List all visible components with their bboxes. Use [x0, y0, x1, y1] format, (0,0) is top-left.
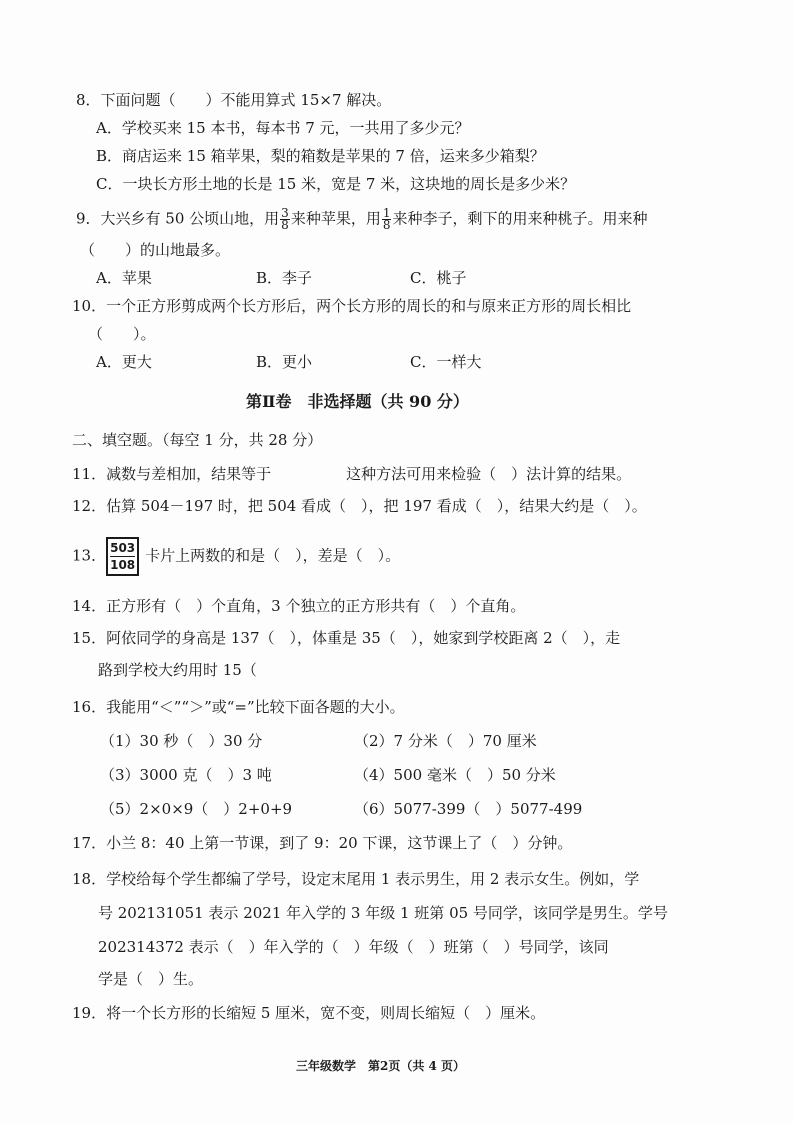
- fraction-three-eighths: [280, 208, 290, 231]
- q10-line2: （ ）。: [88, 325, 156, 343]
- q13-text: 卡片上两数的和是（ ），差是（ ）。: [145, 546, 401, 565]
- q9-frac1-den: 8: [281, 218, 289, 232]
- q10-stem: 10．一个正方形剪成两个长方形后，两个长方形的周长的和与原来正方形的周长相比: [72, 297, 632, 315]
- q8-option-b: B．商店运来 15 箱苹果，梨的箱数是苹果的 7 倍，运来多少箱梨？: [96, 147, 545, 165]
- q19: 19．将一个长方形的长缩短 5 厘米，宽不变，则周长缩短（ ）厘米。: [72, 1004, 546, 1022]
- q9-option-a: A．苹果: [96, 269, 152, 287]
- q18-line1: 18．学校给每个学生都编了学号，设定末尾用 1 表示男生，用 2 表示女生。例如，学: [72, 870, 640, 888]
- q9-frac2-num: 1: [382, 206, 391, 220]
- card-top-number: 503: [110, 541, 136, 555]
- q16-item-1: （1）30 秒（ ）30 分: [100, 732, 263, 750]
- q10-option-c: C．一样大: [410, 353, 482, 371]
- q16-item-5: （5）2×0×9（ ）2+0+9: [100, 800, 293, 818]
- q8-stem: 8．下面问题（ ）不能用算式 15×7 解决。: [76, 91, 392, 109]
- q10-option-b: B．更小: [256, 353, 313, 371]
- fraction-one-eighth: [382, 208, 392, 231]
- q9-frac2-den: 8: [382, 218, 391, 232]
- part-2-heading: 二、填空题。（每空 1 分，共 28 分）: [72, 431, 323, 449]
- q13: [72, 537, 400, 576]
- q14: 14．正方形有（ ）个直角，3 个独立的正方形共有（ ）个直角。: [72, 597, 526, 615]
- q11: 11．减数与差相加，结果等于 这种方法可用来检验（ ）法计算的结果。: [72, 465, 632, 483]
- q15-line2: 路到学校大约用时 15（: [98, 661, 257, 679]
- q17: 17．小兰 8：40 上第一节课，到了 9：20 下课，这节课上了（ ）分钟。: [72, 834, 573, 852]
- q16-item-6: （6）5077-399（ ）5077-499: [354, 800, 583, 818]
- q16-stem: 16．我能用“＜”“＞”或“=”比较下面各题的大小。: [72, 698, 405, 716]
- q16-item-2: （2）7 分米（ ）70 厘米: [354, 732, 537, 750]
- page-footer: 三年级数学 第2页（共 4 页）: [296, 1059, 466, 1073]
- number-card: [106, 537, 139, 576]
- q9-stem: [76, 208, 647, 231]
- q18-line3: 202314372 表示（ ）年入学的（ ）年级（ ）班第（ ）号同学，该同: [98, 938, 609, 956]
- q9-part1: 9．大兴乡有 50 公顷山地，用: [76, 209, 280, 228]
- q18-line4: 学是（ ）生。: [98, 970, 204, 988]
- q12: 12．估算 504－197 时，把 504 看成（ ），把 197 看成（ ），结果大约是（ ）。: [72, 497, 647, 515]
- card-bottom-number: 108: [110, 558, 136, 572]
- section-2-title: 第Ⅱ卷 非选择题（共 90 分）: [246, 392, 469, 411]
- q9-line2: （ ）的山地最多。: [80, 241, 231, 259]
- q15-line1: 15．阿依同学的身高是 137（ ），体重是 35（ ），她家到学校距离 2（ ），走: [72, 629, 621, 647]
- q18-line2: 号 202131051 表示 2021 年入学的 3 年级 1 班第 05 号同学，该同学是男生。学号: [98, 904, 668, 922]
- q9-part2: 来种苹果，用: [290, 209, 381, 228]
- q16-item-4: （4）500 毫米（ ）50 分米: [354, 766, 556, 784]
- q9-part3: 来种李子，剩下的用来种桃子。用来种: [392, 209, 648, 228]
- q9-option-b: B．李子: [256, 269, 313, 287]
- q13-label: 13．: [72, 546, 107, 565]
- q8-option-a: A．学校买来 15 本书，每本书 7 元，一共用了多少元？: [96, 119, 470, 137]
- q10-option-a: A．更大: [96, 353, 152, 371]
- q9-frac1-num: 3: [281, 206, 289, 220]
- q9-option-c: C．桃子: [410, 269, 467, 287]
- q16-item-3: （3）3000 克（ ）3 吨: [100, 766, 272, 784]
- q8-option-c: C．一块长方形土地的长是 15 米，宽是 7 米，这块地的周长是多少米？: [96, 175, 576, 193]
